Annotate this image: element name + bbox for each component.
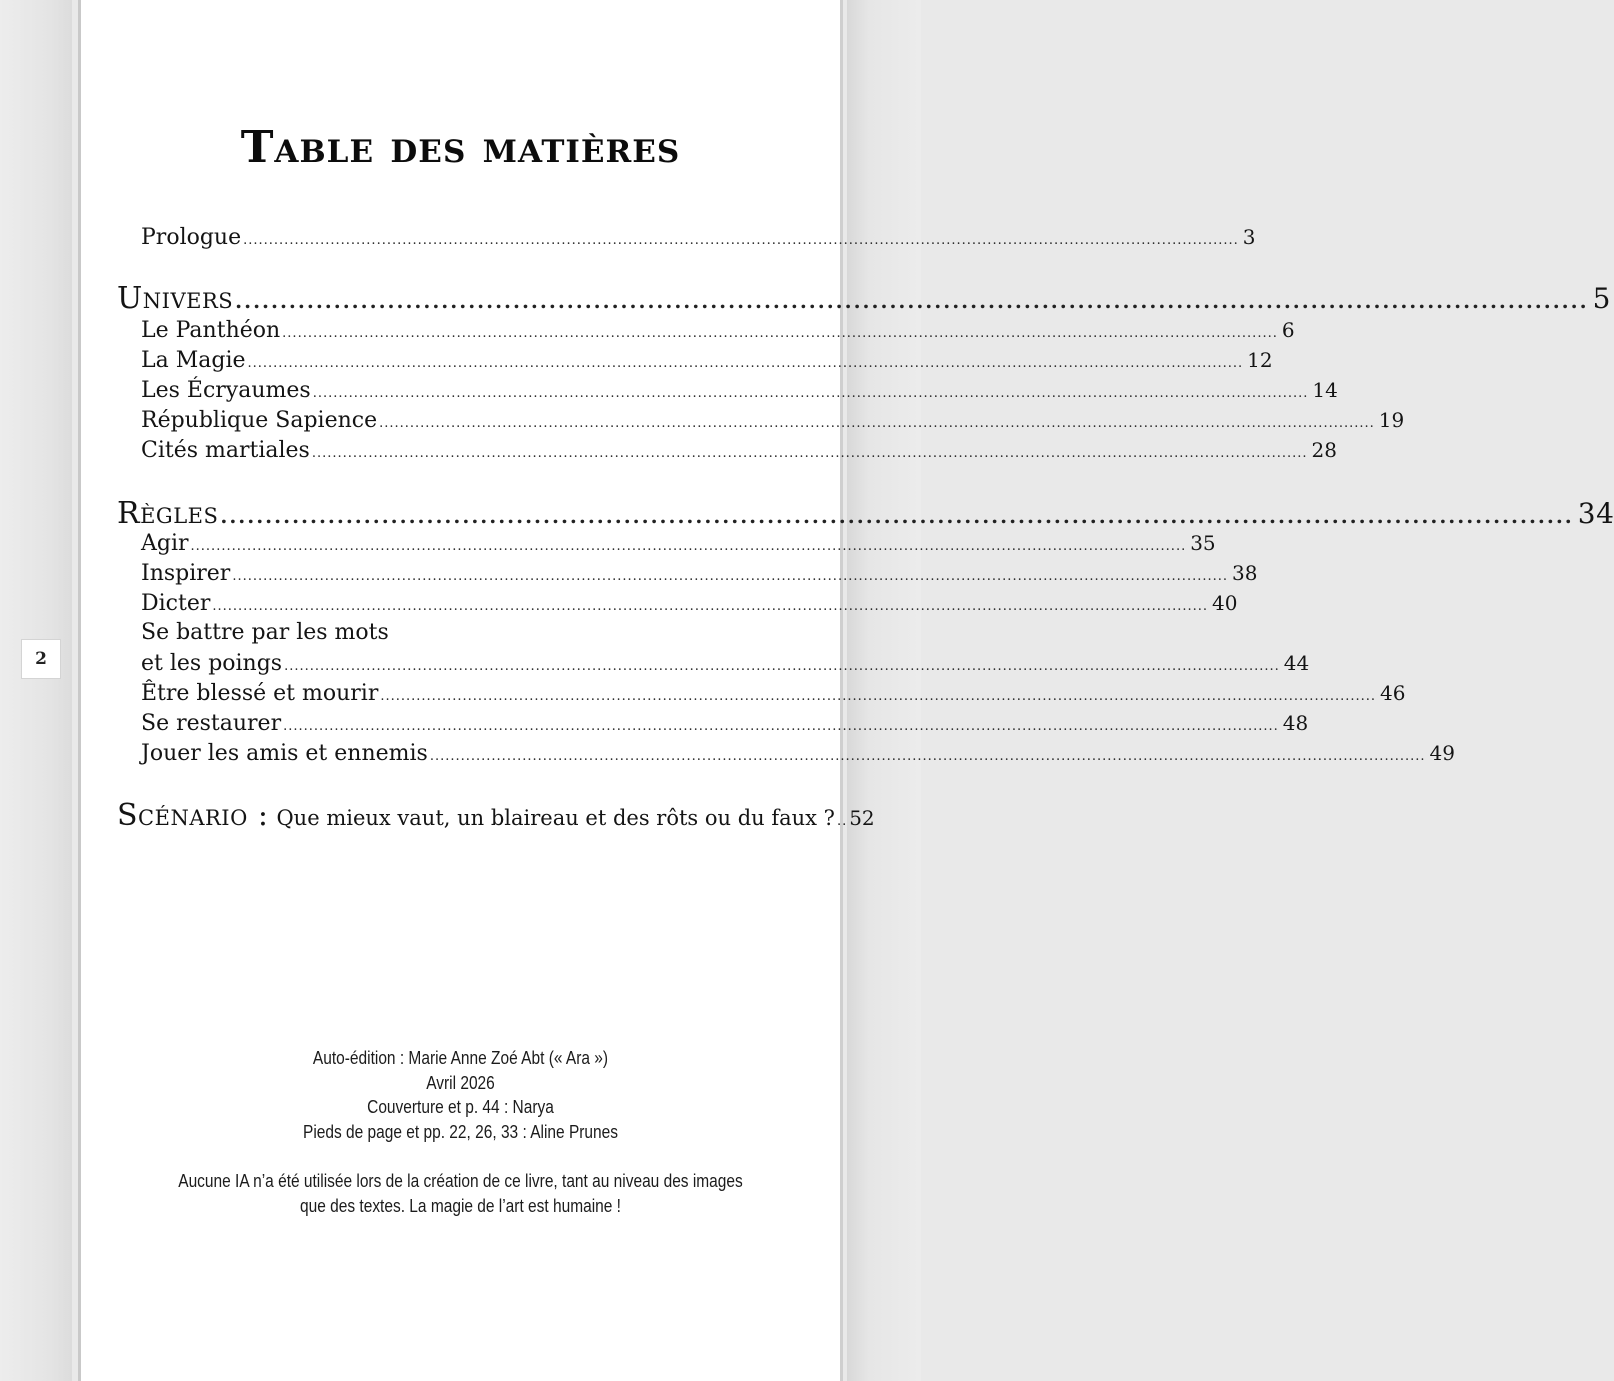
toc-entry-label: Les Écryaumes (141, 378, 311, 403)
toc-entry-page: 12 (1247, 348, 1273, 372)
toc-entry-label: Le Panthéon (141, 318, 281, 343)
toc-entry-se-battre-line1[interactable]: Se battre par les mots (141, 620, 389, 645)
dot-leader: .. (836, 814, 848, 829)
toc-entry-magie[interactable] (141, 345, 1273, 375)
toc-entry-page: 14 (1312, 378, 1338, 402)
toc-section-page: 52 (849, 806, 875, 830)
toc-title: Table des matières (240, 122, 681, 173)
toc-entry-cites-martiales[interactable] (141, 435, 1337, 465)
page-number: 2 (35, 649, 47, 669)
toc-entry-agir[interactable] (141, 528, 1216, 558)
toc-entry-label: Jouer les amis et ennemis (141, 741, 428, 766)
toc-entry-page: 49 (1429, 741, 1455, 765)
toc-entry-label: Être blessé et mourir (141, 681, 379, 706)
toc-entry-prologue[interactable] (141, 222, 1256, 252)
scenario-title: Que mieux vaut, un blaireau et des rôts ou du faux ? (276, 806, 835, 830)
spacer (150, 1144, 770, 1169)
credit-footers: Pieds de page et pp. 22, 26, 33 : Aline Prunes (302, 1121, 619, 1142)
dot-leader: .................................................................................................................................................................................................. (380, 689, 1377, 704)
dot-leader: .................................................................................................................................................................................................. (243, 233, 1239, 248)
toc-entry-label: La Magie (141, 348, 246, 373)
credit-cover: Couverture et p. 44 : Narya (367, 1097, 554, 1117)
toc-entry-ecryaumes[interactable] (141, 375, 1338, 405)
toc-entry-inspirer[interactable] (141, 558, 1258, 588)
credit-date: Avril 2026 (426, 1072, 495, 1093)
toc-section-univers[interactable] (117, 279, 1611, 319)
toc-entry-page: 19 (1378, 408, 1405, 432)
toc-section-label: Scénario : (117, 798, 269, 833)
left-page-edge (0, 0, 72, 1381)
dot-leader: .................................................................................................................................................................................................. (283, 719, 1279, 734)
ai-notice-line1: Aucune IA n’a été utilisée lors de la création de ce livre, tant au niveau des images (178, 1171, 743, 1191)
toc-entry-label: Dicter (141, 591, 211, 616)
toc-entry-label: Agir (141, 531, 189, 556)
dot-leader: .................................................................................................................................................................................................. (284, 659, 1280, 674)
toc-entry-republique-sapience[interactable] (141, 405, 1405, 435)
toc-entry-page: 48 (1282, 711, 1309, 735)
dot-leader: .................................................................................................................................................................................................. (247, 356, 1244, 371)
toc-section-label: Univers (117, 281, 234, 316)
credits-block (150, 1046, 770, 1218)
dot-leader: .................................................................................................................................................................................................. (232, 569, 1228, 584)
dot-leader: .................................................................................................................................................................................................. (282, 326, 1278, 341)
dot-leader: .................................................................................................................................................................................................. (311, 446, 1308, 461)
toc-entry-etre-blesse[interactable] (141, 678, 1406, 708)
dot-leader: .................................................................................................................................................................................................. (379, 416, 1375, 431)
toc-entry-page: 3 (1242, 225, 1256, 249)
dot-leader: ....................................................................................................................................................... (220, 504, 1574, 528)
page-number-tab[interactable] (21, 639, 61, 679)
toc-entry-dicter[interactable] (141, 588, 1238, 618)
toc-entry-label: Cités martiales (141, 438, 310, 463)
toc-entry-page: 44 (1283, 651, 1310, 675)
dot-leader: .................................................................................................................................................................................................. (190, 539, 1187, 554)
toc-section-scenario[interactable] (117, 797, 875, 835)
toc-entry-jouer-amis[interactable] (141, 738, 1455, 768)
credit-publisher: Auto-édition : Marie Anne Zoé Abt (« Ara ») (312, 1048, 609, 1068)
toc-entry-se-battre-line2[interactable] (141, 648, 1310, 678)
dot-leader: .................................................................................................................................................................................................. (312, 386, 1309, 401)
toc-section-page: 5 (1592, 282, 1611, 315)
toc-entry-page: 46 (1380, 681, 1406, 705)
toc-entry-label: et les poings (141, 651, 283, 676)
toc-entry-label: République Sapience (141, 408, 378, 433)
toc-entry-label: Prologue (141, 225, 242, 250)
toc-entry-pantheon[interactable] (141, 315, 1295, 345)
dot-leader: .................................................................................................................................................................................................. (212, 599, 1209, 614)
toc-entry-page: 6 (1281, 318, 1295, 342)
toc-entry-page: 35 (1190, 531, 1216, 555)
toc-entry-label: Inspirer (141, 561, 231, 586)
toc-entry-page: 40 (1212, 591, 1238, 615)
toc-section-page: 34 (1577, 497, 1614, 530)
dot-leader: ....................................................................................................................................................... (235, 289, 1589, 313)
toc-entry-page: 28 (1311, 438, 1337, 462)
toc-section-label: Règles (117, 496, 219, 531)
dot-leader: .................................................................................................................................................................................................. (429, 749, 1426, 764)
ai-notice-line2: que des textes. La magie de l’art est humaine ! (300, 1195, 621, 1216)
toc-entry-se-restaurer[interactable] (141, 708, 1309, 738)
toc-entry-page: 38 (1232, 561, 1258, 585)
toc-entry-label: Se restaurer (141, 711, 282, 736)
